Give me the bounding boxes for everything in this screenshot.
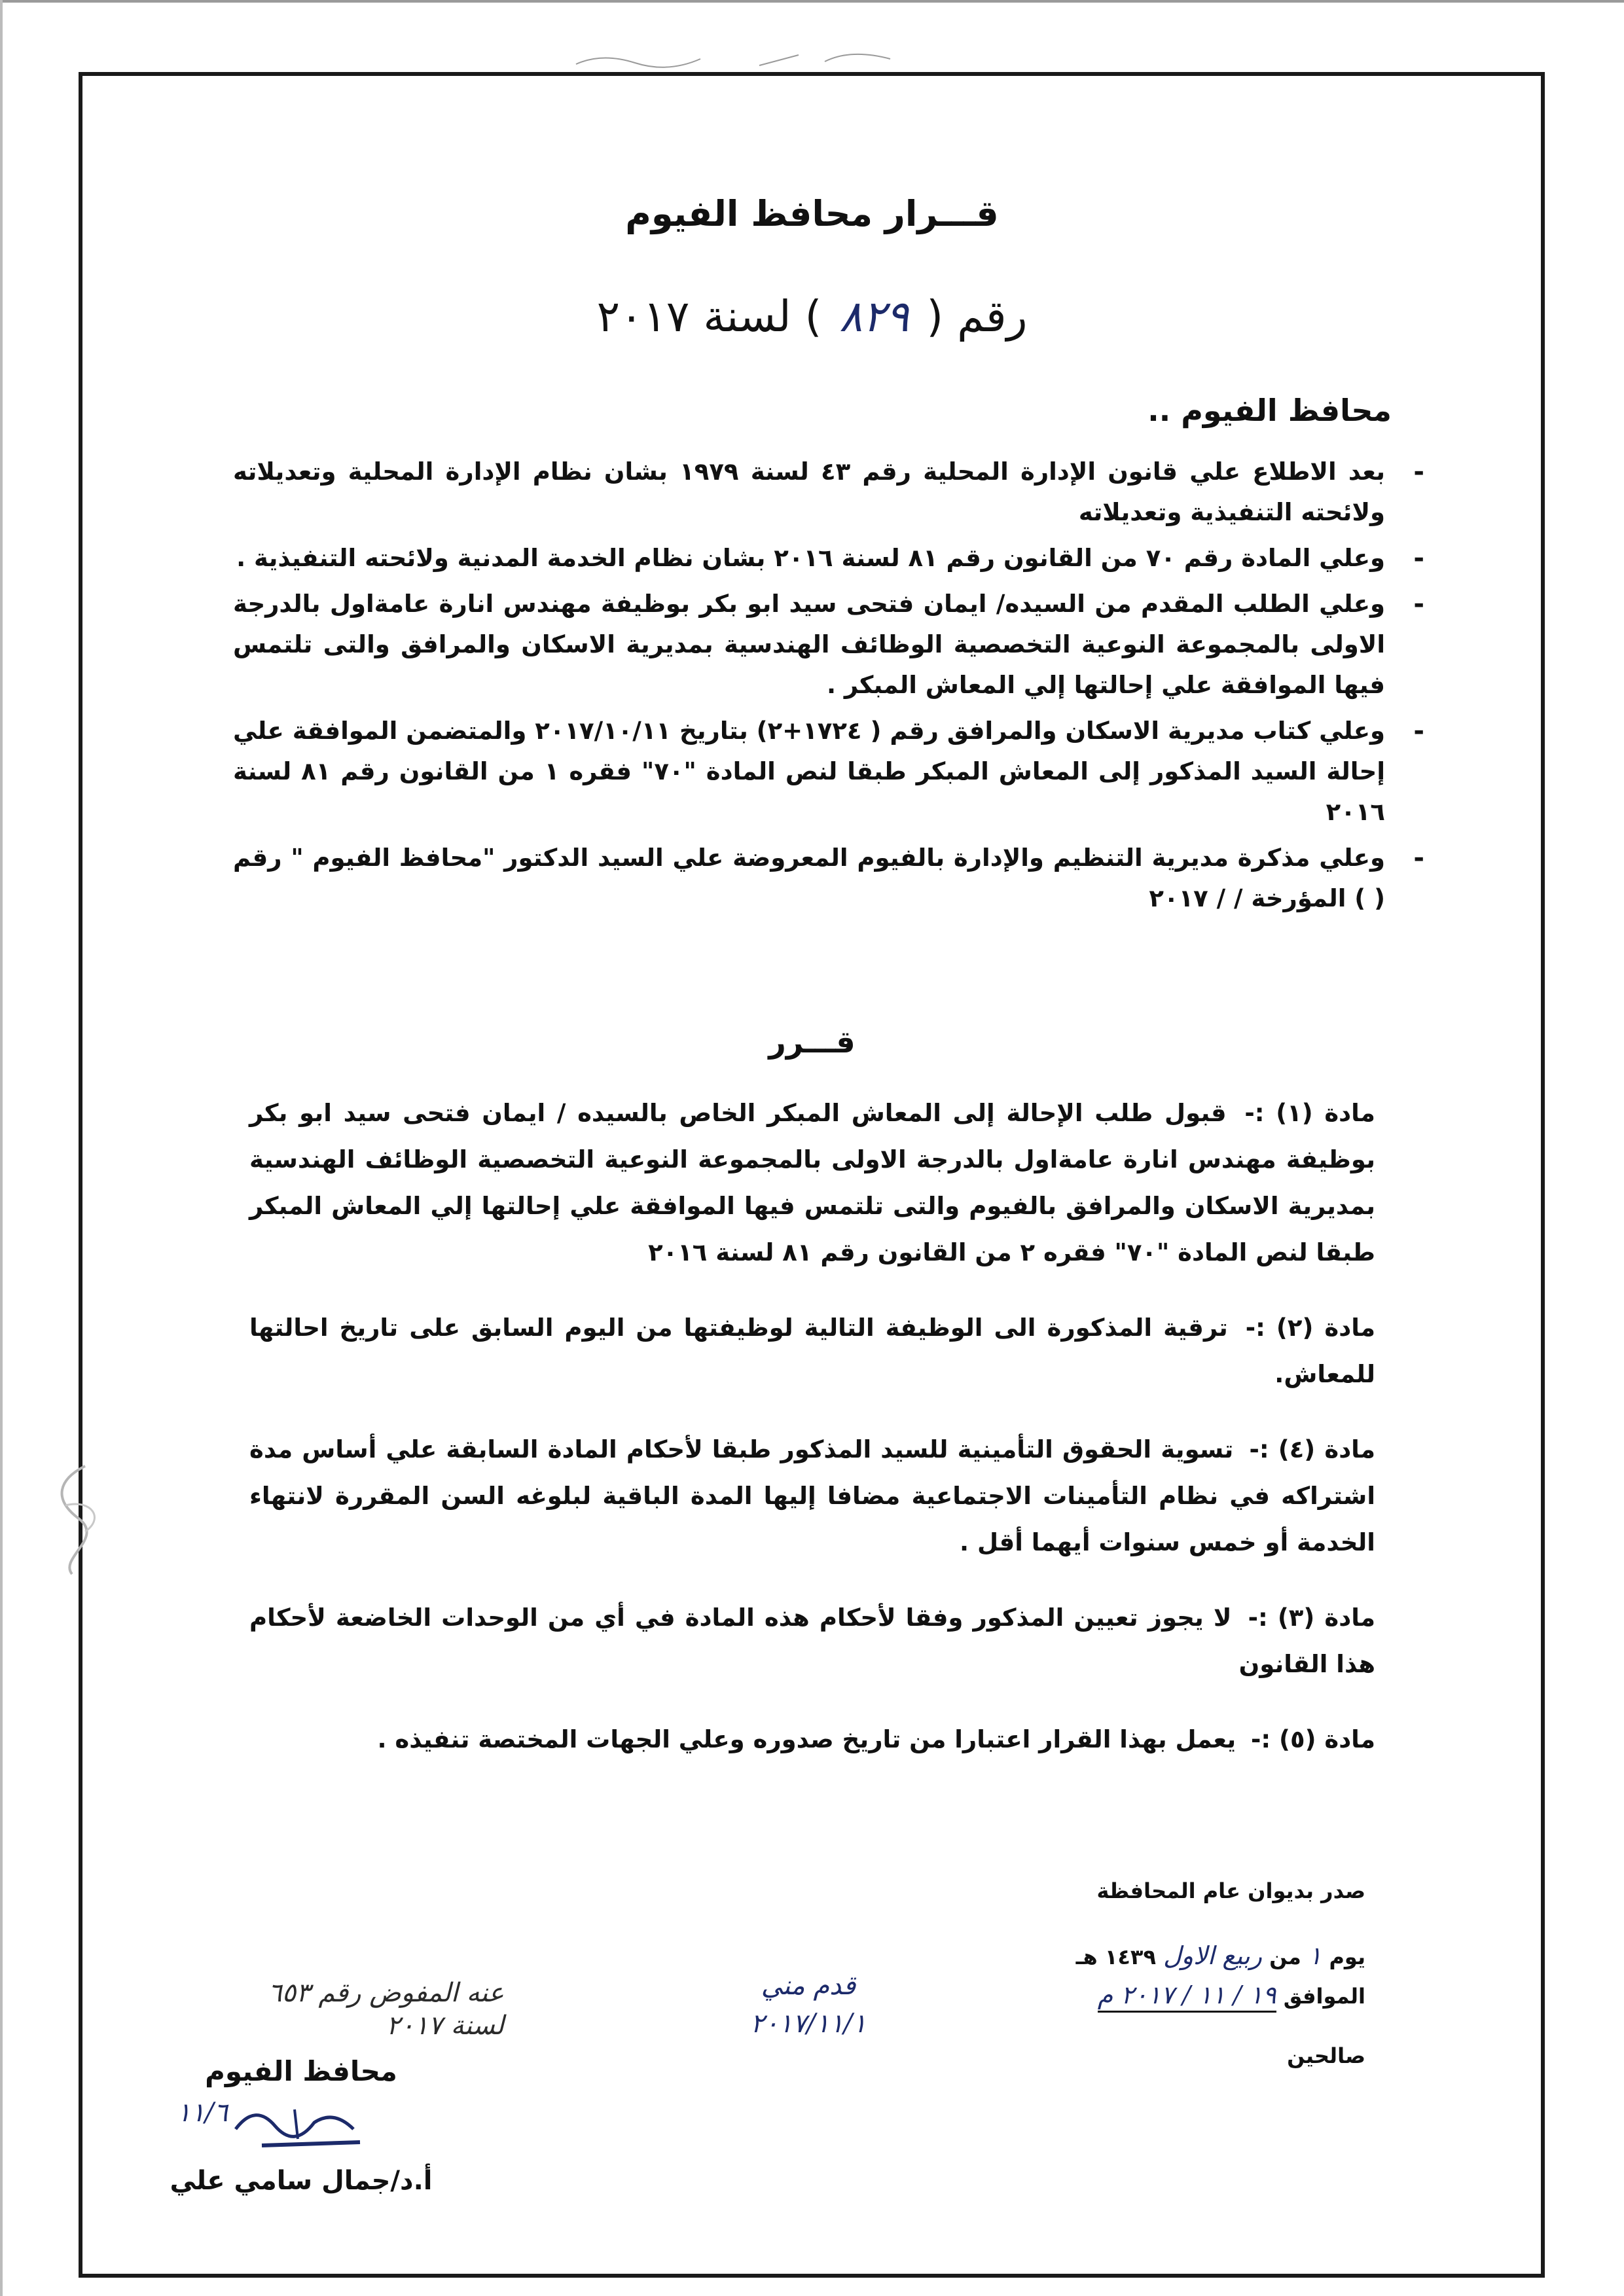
- signature-block: [157, 2055, 445, 2196]
- handwritten-review-note: [710, 1967, 907, 2043]
- article-2: [249, 1304, 1375, 1397]
- recital-item: [233, 452, 1424, 533]
- recitals-list: [233, 452, 1424, 924]
- decree-title: قـــرار محافظ الفيوم: [625, 193, 999, 234]
- issued-at-line: صدر بديوان عام المحافظة: [1096, 1878, 1365, 1903]
- recital-text: بعد الاطلاع علي قانون الإدارة المحلية رقم ٤٣ لسنة ١٩٧٩ بشان نظام الإدارة المحلية وتعديلاته ولائحته التنفيذية وتعديلاته: [233, 457, 1386, 526]
- signature-scribble-icon: [223, 2090, 380, 2162]
- issuance-block: [1025, 1878, 1365, 2083]
- article-text: تسوية الحقوق التأمينية للسيد المذكور طبقا لأحكام المادة السابقة علي أساس مدة اشتراكه في نظام التأمينات الاجتماعية مضافا إليها المدة الباقية لبلوغه السن المقررة لانتهاء الخدمة أو خمس سنوات أيهما أقل .: [249, 1435, 1375, 1556]
- article-label: مادة (٢) :-: [1245, 1314, 1375, 1342]
- recital-text: وعلي كتاب مديرية الاسكان والمرافق رقم ( ١٧٢٤+٢) بتاريخ ٢٠١٧/١٠/١١ والمتضمن الموافقة علي إحالة السيد المذكور إلى المعاش المبكر طبقا لنص المادة "٧٠" فقره ١ من القانون رقم ٨١ لسنة ٢٠١٦: [233, 717, 1385, 826]
- article-label: مادة (٤) :-: [1249, 1435, 1375, 1463]
- recital-item: [233, 838, 1424, 919]
- recital-text: وعلي المادة رقم ٧٠ من القانون رقم ٨١ لسنة ٢٠١٦ بشان نظام الخدمة المدنية ولائحته التنفيذية .: [236, 544, 1385, 572]
- decree-number-suffix: ) لسنة ٢٠١٧: [596, 291, 822, 342]
- article-4: [249, 1426, 1375, 1566]
- staple-hole-mark: [39, 1460, 118, 1577]
- signature-date-handwritten: ١١/٦: [177, 2098, 228, 2128]
- decides-heading: قـــرر: [768, 1024, 856, 1060]
- review-note-line1: قدم مني: [761, 1971, 856, 2001]
- dash-bullet-icon: -: [1413, 457, 1424, 487]
- dash-bullet-icon: -: [1413, 843, 1424, 873]
- day-value: ١: [1308, 1941, 1322, 1970]
- hijri-year: ١٤٣٩ هـ: [1075, 1945, 1156, 1969]
- day-label: يوم: [1329, 1945, 1365, 1969]
- recital-text: وعلي مذكرة مديرية التنظيم والإدارة بالفيوم المعروضة علي السيد الدكتور "محافظ الفيوم " رقم ( ) المؤرخة / / ٢٠١٧: [233, 844, 1385, 912]
- articles-section: [249, 1090, 1375, 1791]
- article-5: [249, 1716, 1375, 1763]
- delegation-note-line2: لسنة ٢٠١٧: [386, 2011, 504, 2041]
- article-label: مادة (٣) :-: [1248, 1604, 1375, 1632]
- article-text: ترقية المذكورة الى الوظيفة التالية لوظيفتها من اليوم السابق على تاريخ احالتها للمعاش.: [249, 1314, 1375, 1388]
- reviewer-name: صالحين: [1287, 2043, 1365, 2068]
- dash-bullet-icon: -: [1413, 543, 1424, 573]
- article-text: يعمل بهذا القرار اعتبارا من تاريخ صدوره وعلي الجهات المختصة تنفيذه .: [377, 1725, 1236, 1753]
- recital-text: وعلي الطلب المقدم من السيده/ ايمان فتحى سيد ابو بكر بوظيفة مهندس انارة عامةاول بالدرجة الاولى بالمجموعة النوعية التخصصية الوظائف الهندسية بمديرية الاسكان والمرافق والتى تلتمس فيها الموافقة علي إحالتها إلي المعاش المبكر .: [233, 590, 1385, 699]
- dash-bullet-icon: -: [1413, 716, 1424, 746]
- recital-item: [233, 711, 1424, 833]
- corresponding-label: الموافق: [1283, 1984, 1365, 2009]
- article-label: مادة (٥) :-: [1251, 1725, 1375, 1753]
- recital-item: [233, 584, 1424, 706]
- delegation-note-line1: عنه المفوض رقم ٦٥٣: [268, 1978, 504, 2008]
- decree-number-line: [0, 291, 1624, 342]
- dash-bullet-icon: -: [1413, 589, 1424, 619]
- gregorian-date-line: [1025, 1981, 1365, 2020]
- decree-number-prefix: رقم (: [926, 291, 1028, 342]
- scan-edge-left: [0, 0, 3, 2296]
- review-note-date: ٢٠١٧/١١/١: [750, 2009, 867, 2039]
- signatory-name: أ.د/جمال سامي علي: [170, 2166, 433, 2196]
- article-label: مادة (١) :-: [1244, 1099, 1375, 1127]
- handwritten-delegation-note: [85, 1977, 504, 2042]
- hijri-date-line: [1025, 1941, 1365, 1981]
- scan-edge-top: [0, 0, 1624, 3]
- from-label: من: [1269, 1945, 1301, 1969]
- recital-item: [233, 538, 1424, 579]
- article-text: لا يجوز تعيين المذكور وفقا لأحكام هذه المادة في أي من الوحدات الخاضعة لأحكام هذا القانون: [249, 1604, 1375, 1678]
- article-3: [249, 1594, 1375, 1687]
- signatory-title: محافظ الفيوم: [205, 2055, 397, 2087]
- article-1: [249, 1090, 1375, 1276]
- article-text: قبول طلب الإحالة إلى المعاش المبكر الخاص بالسيده / ايمان فتحى سيد ابو بكر بوظيفة مهندس انارة عامةاول بالدرجة الاولى بالمجموعة النوعية التخصصية الوظائف الهندسية بمديرية الاسكان والمرافق بالفيوم والتى تلتمس فيها الموافقة علي إحالتها إلي المعاش المبكر طبقا لنص المادة "٧٠" فقره ٢ من القانون رقم ٨١ لسنة ٢٠١٦: [249, 1099, 1375, 1266]
- hijri-month-handwritten: ربيع الاول: [1163, 1941, 1263, 1970]
- governor-heading: محافظ الفيوم ..: [1147, 393, 1392, 428]
- gregorian-date-handwritten: ١٩ / ١١ / ٢٠١٧ م: [1098, 1981, 1276, 2013]
- decree-number-handwritten: ٨٢٩: [839, 291, 909, 342]
